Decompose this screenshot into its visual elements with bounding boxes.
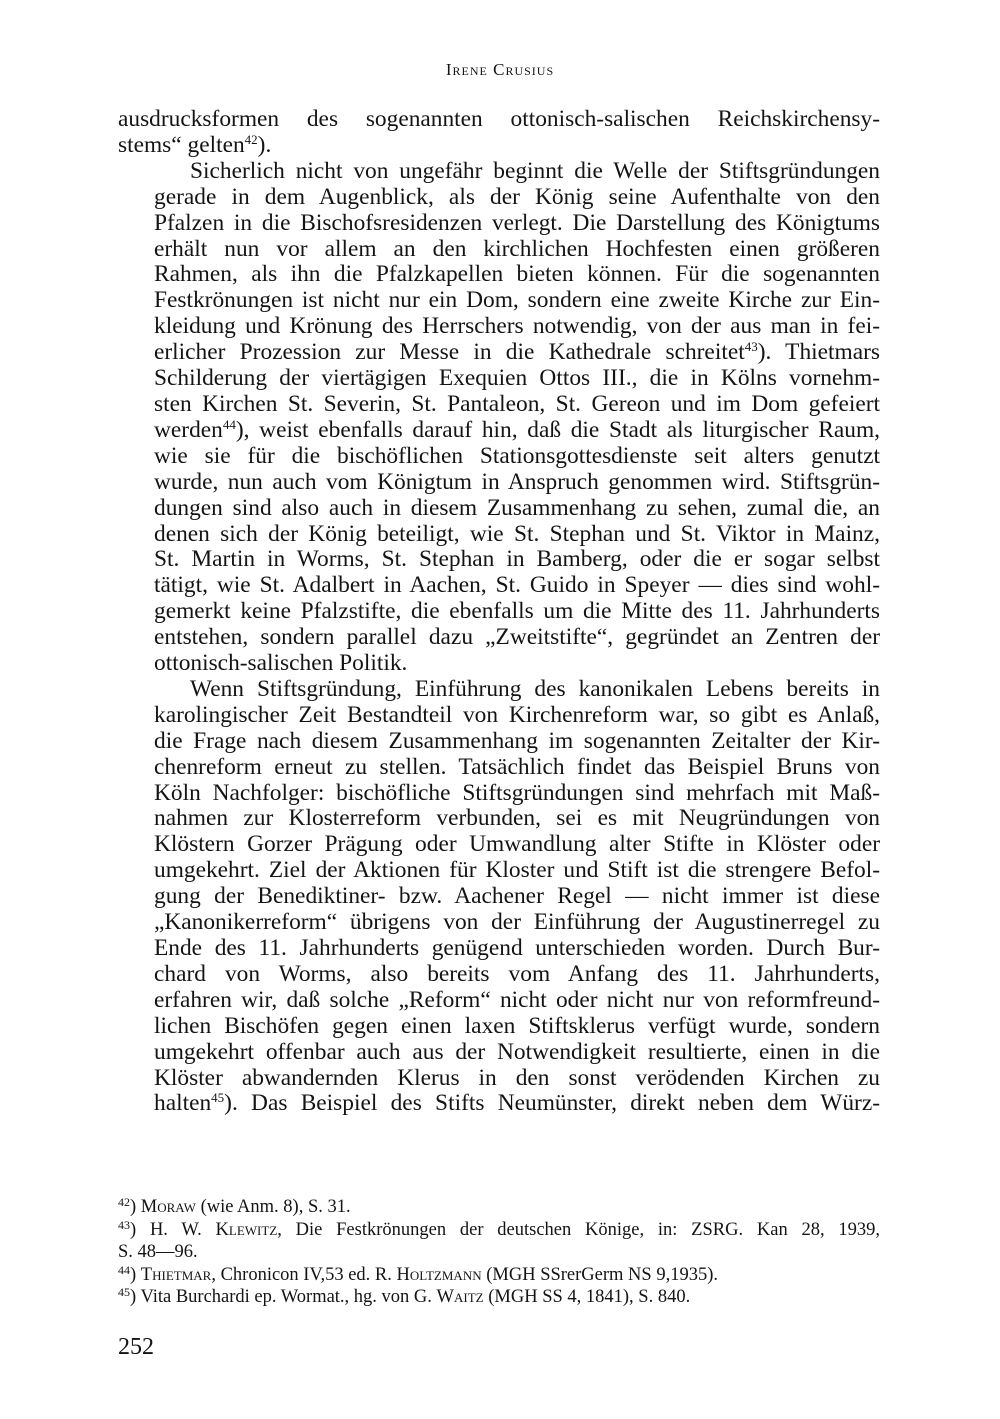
footnote-45: $^{45}$) Vita Burchardi ep. Wormat., hg. von G. Waitz (MGH SS 4, 1841), S. 840. [118, 1285, 691, 1307]
text-line: Sicherlich nicht von ungefähr beginnt die Welle der Stiftsgründungen [190, 157, 880, 184]
text-line: Rahmen, als ihn die Pfalzkapellen bieten können. Für die sogenannten [154, 261, 880, 288]
text-line: erfahren wir, daß solche „Reform“ nicht oder nicht nur von reformfreund- [154, 986, 880, 1013]
text-line: nahmen zur Klosterreform verbunden, sei es mit Neugründungen von [154, 805, 880, 832]
text-line: Wenn Stiftsgründung, Einführung des kanonikalen Lebens bereits in [190, 675, 880, 702]
footnotes [118, 1196, 880, 1309]
footnote-ref[interactable]: 44 [222, 416, 236, 432]
text-line: entstehen, sondern parallel dazu „Zweitstifte“, gegründet an Zentren der [154, 624, 880, 651]
text-line: gerade in dem Augenblick, als der König seine Aufenthalte von den [154, 183, 880, 210]
text-line: St. Martin in Worms, St. Stephan in Bamberg, oder die er sogar selbst [154, 546, 880, 573]
page-number: 252 [118, 1334, 154, 1360]
text-line: ottonisch-salischen Politik. [154, 650, 408, 677]
footnote-mark: 42 [118, 1195, 130, 1209]
paragraph-1 [118, 107, 880, 159]
text-line: stems“ gelten$^{42}$). [118, 131, 272, 158]
footnote-continuation: S. 48—96. [118, 1242, 198, 1262]
text-line: „Kanonikerreform“ übrigens von der Einführung der Augustinerregel zu [154, 909, 880, 936]
text-line: denen sich der König beteiligt, wie St. Stephan und St. Viktor in Mainz, [154, 520, 880, 547]
text-line: karolingischer Zeit Bestandteil von Kirchenreform war, so gibt es Anlaß, [154, 701, 880, 728]
footnote-editor: Waitz [436, 1287, 484, 1307]
text-line: kleidung und Krönung des Herrschers notwendig, von der aus man in fei- [154, 313, 880, 340]
footnote-editor: Holtzmann [396, 1264, 482, 1285]
footnote-43: $^{43}$) H. W. Klewitz, Die Festkrönungen der deutschen Könige, in: ZSRG. Kan 28, 1939, S. 48—96. [118, 1217, 880, 1262]
text-line: halten$^{45}$). Das Beispiel des Stifts Neumünster, direkt neben dem Würz- [154, 1090, 880, 1117]
body-text [118, 107, 880, 1117]
text-line: umgekehrt offenbar auch aus der Notwendigkeit resultierte, einen in die [154, 1038, 880, 1065]
text-line: gemerkt keine Pfalzstifte, die ebenfalls um die Mitte des 11. Jahrhunderts [154, 598, 880, 625]
footnote-author: Moraw [140, 1197, 196, 1217]
text-line: Klöstern Gorzer Prägung oder Umwandlung alter Stifte in Klöster oder [154, 831, 880, 858]
footnote-mark: 44 [118, 1262, 130, 1277]
footnote-author: Klewitz [215, 1219, 278, 1240]
running-title: Irene Crusius [445, 60, 555, 79]
footnote-mark: 43 [118, 1217, 130, 1232]
text-line: Köln Nachfolger: bischöfliche Stiftsgründungen sind mehrfach mit Maß- [154, 779, 880, 806]
text-line: sten Kirchen St. Severin, St. Pantaleon, St. Gereon und im Dom gefeiert [154, 390, 880, 417]
footnote-42: $^{42}$) Moraw (wie Anm. 8), S. 31. [118, 1195, 351, 1217]
footnote-ref[interactable]: 45 [211, 1090, 225, 1106]
text-line: chenreform erneut zu stellen. Tatsächlich findet das Beispiel Bruns von [154, 753, 880, 780]
text-line: chard von Worms, also bereits vom Anfang des 11. Jahrhunderts, [154, 960, 880, 987]
text-line: werden$^{44}$), weist ebenfalls darauf hin, daß die Stadt als liturgischer Raum, [154, 416, 880, 443]
text-line: umgekehrt. Ziel der Aktionen für Kloster und Stift ist die strengere Befol- [154, 857, 880, 884]
text-line: Festkrönungen ist nicht nur ein Dom, sondern eine zweite Kirche zur Ein- [154, 287, 880, 314]
text-line: Schilderung der viertägigen Exequien Ottos III., die in Kölns vornehm- [154, 365, 880, 392]
text-line: erlicher Prozession zur Messe in die Kathedrale schreitet$^{43}$). Thietmars [154, 339, 880, 366]
text-line: ausdrucksformen des sogenannten ottonisch-salischen Reichskirchensy- [118, 106, 880, 132]
text-line: erhält nun vor allem an den kirchlichen Hochfesten einen größeren [154, 235, 880, 262]
text-line: die Frage nach diesem Zusammenhang im sogenannten Zeitalter der Kir- [154, 727, 880, 754]
text-line: Pfalzen in die Bischofsresidenzen verlegt. Die Darstellung des Königtums [154, 209, 880, 236]
footnote-author: Thietmar [140, 1264, 212, 1285]
text-line: Klöster abwandernden Klerus in den sonst verödenden Kirchen zu [154, 1064, 880, 1091]
footnote-ref[interactable]: 42 [244, 131, 258, 147]
text-line: tätigt, wie St. Adalbert in Aachen, St. Guido in Speyer — dies sind wohl- [154, 572, 880, 599]
text-line: dungen sind also auch in diesem Zusammenhang zu sehen, zumal die, an [154, 494, 880, 521]
text-line: lichen Bischöfen gegen einen laxen Stiftsklerus verfügt wurde, sondern [154, 1012, 880, 1039]
text-line: gung der Benediktiner- bzw. Aachener Regel — nicht immer ist diese [154, 883, 880, 910]
text-line: wurde, nun auch vom Königtum in Anspruch genommen wird. Stiftsgrün- [154, 468, 880, 495]
text-line: Ende des 11. Jahrhunderts genügend unterschieden worden. Durch Bur- [154, 935, 880, 961]
footnote-ref[interactable]: 43 [744, 339, 758, 355]
paragraph-2 [118, 159, 880, 677]
paragraph-3 [118, 677, 880, 1117]
footnote-mark: 45 [118, 1285, 130, 1299]
footnote-44: $^{44}$) Thietmar, Chronicon IV,53 ed. R. Holtzmann (MGH SSrerGerm NS 9,1935). [118, 1262, 718, 1285]
text-line: wie sie für die bischöflichen Stationsgottesdienste seit alters genutzt [154, 442, 880, 469]
page-header [0, 60, 1000, 80]
